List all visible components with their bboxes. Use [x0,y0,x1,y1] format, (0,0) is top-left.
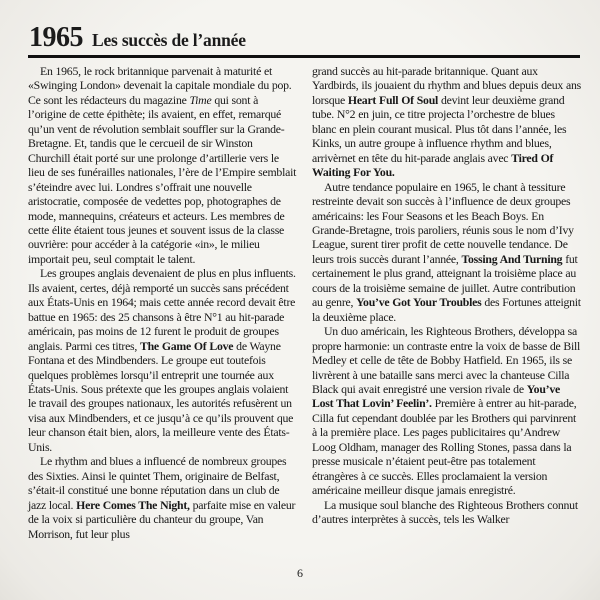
header-rule [28,55,580,58]
left-column [28,64,297,541]
paragraph [312,324,581,497]
song-title-bold: Heart Full Of Soul [347,92,439,107]
body-text: des Fortunes atteignit la deuxième place. [312,295,581,324]
body-text: de Wayne Fontana et des Mindbenders. Le groupe eut toutefois quelques problèmes lorsqu’il entreprit une tournée aux États-Unis. Sous prétexte que les groupes anglais volaient le travail des groupes nationaux, les autorités refusèrent un visa aux Mindbenders, et ce jusqu’à ce qu’ils prouvent que leur chanson était bien, alors, la meilleure vente des États-Unis. [28,338,294,454]
chapter-year: 1965 [29,22,83,53]
paragraph [28,64,297,266]
page-number: 6 [297,566,303,580]
song-title-bold: The Game Of Love [140,338,234,353]
page-content [28,24,580,541]
body-text: grand succès au hit-parade britannique. Quant aux Yardbirds, ils jouaient du rhythm and blues depuis deux ans lorsque [312,64,581,107]
song-title-bold: Tossing And Turning [461,251,563,266]
body-text: Un duo américain, les Righteous Brothers, développa sa propre harmonie: un contraste entre la voix de basse de Bill Medley et celle de tête de Bobby Hatfield. En 1965, ils se livrèrent à une bataille sans merci avec la chanteuse Cilla Black qui avait enregistré une version rivale de [312,324,581,396]
body-text: devint leur deuxième grand tube. N°2 en juin, ce titre projecta l’orchestre de blues blanc en plein courant musical. Plus tôt dans l’année, les Kinks, un autre groupe à influence rhythm and blues, arrivèrnet en tête du hit-parade anglais avec [312,92,567,165]
chapter-header [29,24,580,52]
right-column [312,64,581,541]
song-title-bold: Tired Of Waiting For You. [312,150,554,180]
body-text: Première à entrer au hit-parade, Cilla fut cependant doublée par les Brothers qui parvinrent à la première place. Les pages publicitaires qu’Andrew Loog Oldham, manager des Rolling Stones, passa dans la presse musicale n’étaient peut-être pas totalement étrangères à ce succès. Elles proclamaient la version américaine meilleur disque jamais enregistré. [312,396,577,498]
song-title-bold: You’ve Lost That Lovin’ Feelin’. [312,381,560,411]
body-text: fut certainement le plus grand, atteignant la troisième place au cours de la troisième semaine de juillet. Autre contribution au genre, [312,251,578,310]
song-title-bold: Here Comes The Night, [76,497,190,512]
paragraph [28,266,297,454]
body-text: qui sont à l’origine de cette épithète; ils avaient, en effet, remarqué qu’un vent de révolution semblait souffler sur la Grande-Bretagne. Et, tandis que le cercueil de sir Winston Churchill était porté sur une prolonge d’artillerie vers le lieu de ses funérailles nationales, l’ère de l’Empire semblait s’éteindre avec lui. Londres s’offrait une nouvelle aristocratie, composée de vedettes pop, photographes de mode, mannequins, créateurs et acteurs. Les membres de cette élite étaient tous jeunes et souvent issus de la classe ouvrière: pour accéder à la catégorie «in», le milieu importait peu, seul comptait le talent. [28,92,297,266]
body-text: parfaite mise en valeur de la voix si particulière du chanteur du groupe, Van Morrison, fut leur plus [28,497,296,541]
body-text: Les groupes anglais devenaient de plus en plus influents. Ils avaient, certes, déjà remporté un succès sans précédent aux États-Unis en 1964; mais cette année record devait être battue en 1965: des 25 chansons à être N°1 au hit-parade américain, pas moins de 12 furent le produit de groupes anglais. Parmi ces titres, [28,266,296,353]
italic-text: Time [189,92,212,107]
paragraph [28,454,297,541]
paragraph [312,498,581,527]
body-text: En 1965, le rock britannique parvenait à maturité et «Swinging London» devenait la capitale mondiale du pop. Ce sont les rédacteurs du magazine [28,64,292,107]
body-text: La musique soul blanche des Righteous Brothers connut d’autres interprètes à succès, tels les Walker [312,497,578,527]
text-columns [28,64,580,541]
body-text: Le rhythm and blues a influencé de nombreux groupes des Sixties. Ainsi le quintet Them, originaire de Belfast, s’était-il constitué une bonne réputation dans un club de jazz local. [28,454,287,512]
paragraph [312,64,581,180]
body-text: Autre tendance populaire en 1965, le chant à tessiture restreinte devait son succès à l’influence de deux groupes américains: les Four Seasons et les Beach Boys. En Grande-Bretagne, trois paroliers, réunis sous le nom d’Ivy League, surent tirer profit de cette nouvelle tendance. De leurs trois succès durant l’année, [312,179,574,266]
song-title-bold: You’ve Got Your Troubles [356,295,482,310]
chapter-title: Les succès de l’année [92,30,246,50]
paragraph [312,180,581,325]
